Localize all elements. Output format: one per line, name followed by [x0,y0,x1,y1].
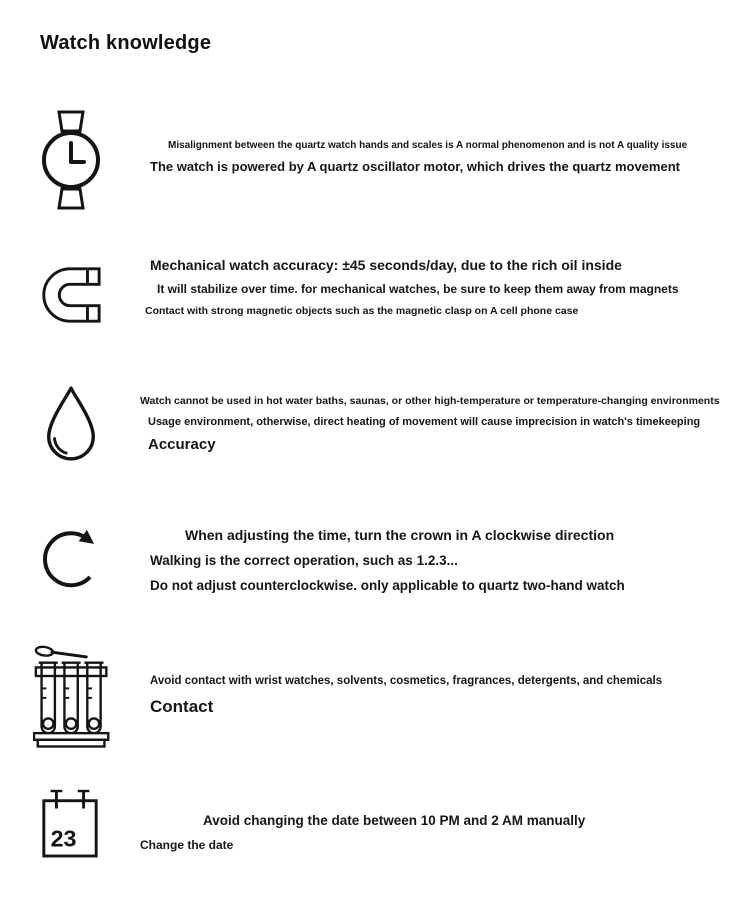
magnetism-note-line: It will stabilize over time. for mechanical watches, be sure to keep them away from magnets [157,281,679,296]
date-text-block [140,813,585,853]
crown-note-line: Walking is the correct operation, such as 1.2.3... [150,552,458,568]
quartz-heading-line: The watch is powered by A quartz oscillator motor, which drives the quartz movement [150,159,680,174]
chemical-text-block [140,675,662,717]
clockwise-rotation-icon [38,522,108,592]
wristwatch-icon [40,110,102,210]
crown-heading-line: When adjusting the time, turn the crown in A clockwise direction [185,527,615,543]
chemical-heading-line: Contact [150,696,214,716]
magnetism-warning-line: Contact with strong magnetic objects such as the magnetic clasp on A cell phone case [145,305,579,318]
page-title: Watch knowledge [40,32,212,54]
calendar-icon [38,788,102,860]
test-tubes-icon [33,642,113,750]
magnet-icon [37,265,103,325]
quartz-text-block [140,140,687,175]
crown-text-block [140,527,625,594]
chemical-warning-line: Avoid contact with wrist watches, solvents, cosmetics, fragrances, detergents, and chemicals [150,675,663,687]
date-heading-line: Avoid changing the date between 10 PM and 2 AM manually [203,813,586,828]
magnetism-text-block [140,257,679,318]
temperature-warning-line: Watch cannot be used in hot water baths, saunas, or other high-temperature or temperature-changing environments [140,395,720,407]
magnetism-heading-line: Mechanical watch accuracy: ±45 seconds/day, due to the rich oil inside [150,257,622,273]
date-subheading-line: Change the date [140,838,234,853]
temperature-note-line: Usage environment, otherwise, direct heating of movement will cause imprecision in watch's timekeeping [148,415,701,428]
temperature-heading-line: Accuracy [148,435,216,453]
temperature-text-block [140,395,720,454]
crown-warning-line: Do not adjust counterclockwise. only applicable to quartz two-hand watch [150,577,625,593]
quartz-note-line: Misalignment between the quartz watch hands and scales is A normal phenomenon and is not A quality issue [168,140,688,151]
calendar-day-number: 23 [50,825,77,852]
water-drop-icon [40,384,102,464]
